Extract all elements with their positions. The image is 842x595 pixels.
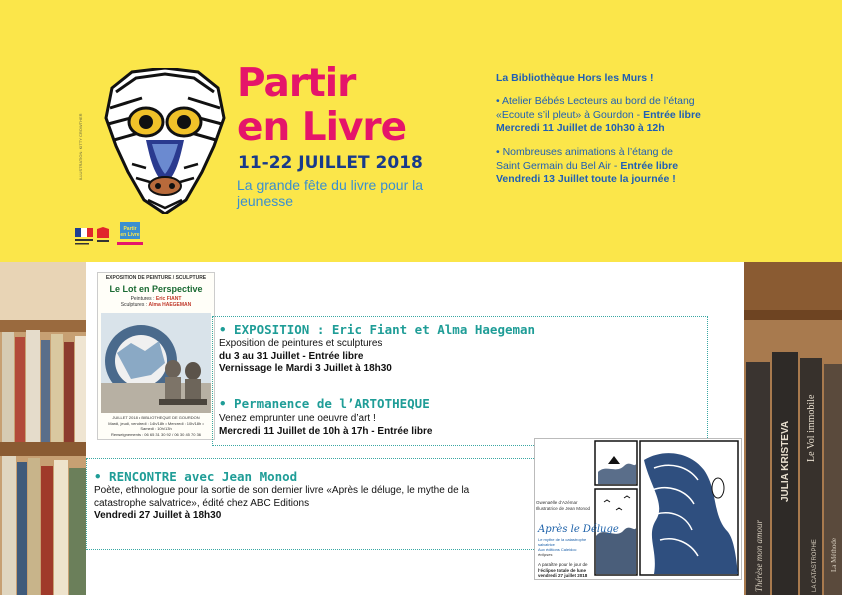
book-cover-subtitle: Le mythe de la catastrophe salvatrice Aux éditions Caleidoc éclipses xyxy=(538,537,587,557)
book-spine-3: Thérèse mon amour xyxy=(754,520,764,592)
exposition-details: Exposition de peintures et sculptures du 3 au 31 Juillet - Entrée libre Vernissage le Mardi 3 Juillet à 18h30 xyxy=(219,338,392,374)
book-cover-illustration-icon xyxy=(594,440,740,578)
bookshelf-right xyxy=(742,262,842,595)
banner xyxy=(0,0,842,262)
artotheque-heading: • Permanence de l’ARTOTHEQUE xyxy=(219,396,430,411)
announcements-heading: La Bibliothèque Hors les Murs ! xyxy=(496,72,654,84)
illustration-credit: ILLUSTRATION: KITTY CROWTHER xyxy=(78,113,83,180)
exposition-heading: • EXPOSITION : Eric Fiant et Alma Haegeman xyxy=(219,322,536,337)
announcement-item-2: • Nombreuses animations à l’étang de Saint Germain du Bel Air - Entrée libre Vendredi 13 Juillet toute la journée ! xyxy=(496,146,679,185)
poster-artwork-icon xyxy=(101,313,211,413)
book-spine-5: LA CATASTROPHE xyxy=(812,539,818,592)
book-spine-4: La Méthode xyxy=(830,537,838,572)
book-cover-authors: Gwenaëlle d’Azémar Illustratrice de Jean Monod xyxy=(536,500,591,511)
artotheque-details: Venez emprunter une oeuvre d’art ! Mercredi 11 Juillet de 10h à 17h - Entrée libre xyxy=(219,413,433,437)
announcement-item-1: • Atelier Bébés Lecteurs au bord de l’étang «Ecoute s’il pleut» à Gourdon - Entrée libre Mercredi 11 Juillet de 10h30 à 12h xyxy=(496,95,701,134)
rencontre-heading: • RENCONTRE avec Jean Monod xyxy=(94,469,298,484)
poster-footer: JUILLET 2018 • BIBLIOTHEQUE DE GOURDON Mardi, jeudi, vendredi : 14h/18h • Mercredi : 10h/18h • Samedi : 10h/13h Renseignements : 06 65 31 30 92 / 06 30 45 70 36 xyxy=(108,415,204,437)
svg-text:Partir: Partir xyxy=(123,226,137,232)
ministry-culture-logo-icon xyxy=(75,226,93,246)
title-line-2: en Livre xyxy=(237,105,407,150)
bookshelf-left xyxy=(0,262,88,595)
book-cover-title: Après le Déluge xyxy=(538,524,619,535)
exhibition-poster xyxy=(97,272,215,440)
partir-en-livre-logo-icon xyxy=(117,222,143,248)
book-cover-eclipse-note: A paraître pour le jour de l’éclipse totale de lune vendredi 27 juillet 2018 xyxy=(538,562,588,578)
poster-artists: Peintures : Eric FIANT Sculptures : Alma HAEGEMAN xyxy=(120,296,192,308)
svg-text:en Livre: en Livre xyxy=(120,232,140,238)
poster-title: Le Lot en Perspective xyxy=(109,284,203,294)
rencontre-details: Poète, ethnologue pour la sortie de son dernier livre «Après le déluge, le mythe de la catastrophe salvatrice», édité chez ABC Editions Vendredi 27 Juillet à 18h30 xyxy=(94,485,470,521)
tagline: La grande fête du livre pour la jeunesse xyxy=(237,177,424,209)
book-spine-2: Le Vol immobile xyxy=(806,394,817,462)
festival-dates: 11-22 JUILLET 2018 xyxy=(238,153,423,173)
title-line-1: Partir xyxy=(237,61,356,106)
cnl-logo-icon xyxy=(96,226,110,246)
book-spine-1: JULIA KRISTEVA xyxy=(780,420,791,502)
mask-illustration-icon xyxy=(102,68,228,214)
poster-top: EXPOSITION DE PEINTURE / SCULPTURE xyxy=(105,275,207,281)
